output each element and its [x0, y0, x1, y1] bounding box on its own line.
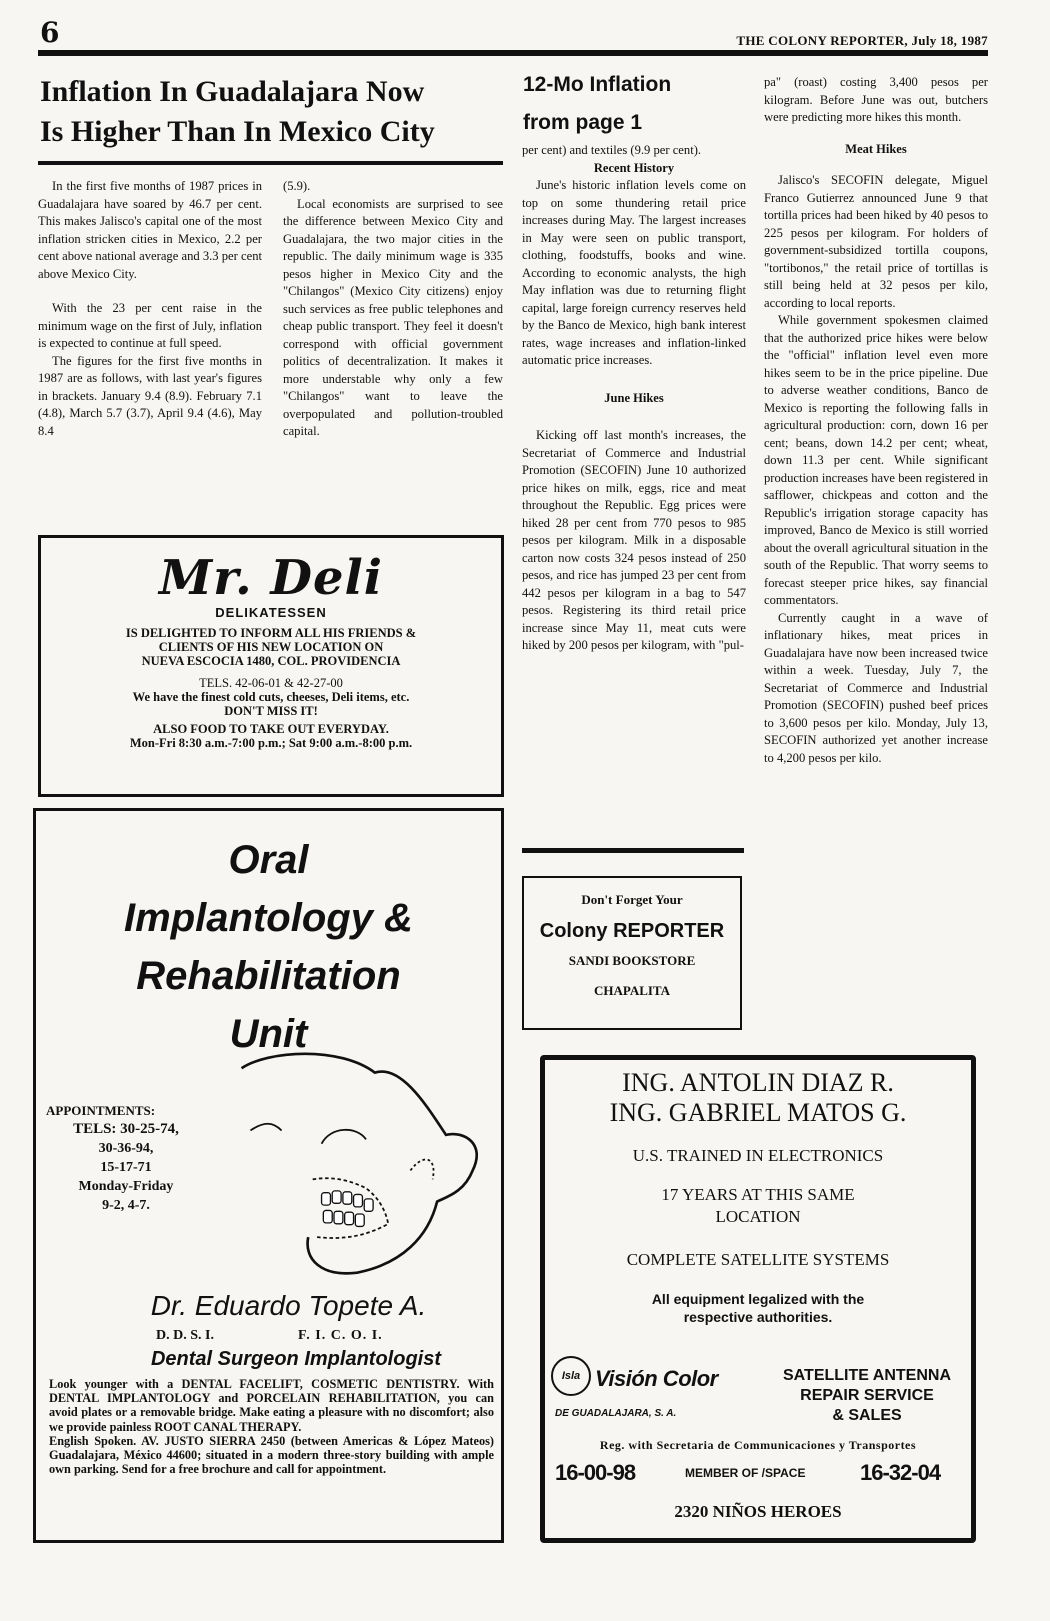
paragraph: Currently caught in a wave of inflationary hikes, meat prices in Guadalajara have now been increased twice within a week. Tuesday, July 7, the Secretariat of Commerce and Industrial Promotion (SECOFIN) pushed beef prices to 3,600 pesos per kilo. Monday, July 13, SECOFIN authorized yet another increase to 4,200 pesos per kilo. — [764, 610, 988, 765]
phone: 16-00-98 — [555, 1460, 636, 1485]
masthead: THE COLONY REPORTER, July 18, 1987 — [736, 33, 988, 48]
subheading-recent-history: Recent History — [593, 160, 675, 175]
appointments-label: APPOINTMENTS: — [46, 1103, 156, 1118]
ad-phone: TELS. 42-06-01 & 42-27-00 — [199, 676, 343, 690]
phone: 16-32-04 — [860, 1460, 941, 1485]
ad-text: NUEVA ESCOCIA 1480, COL. PROVIDENCIA — [141, 654, 401, 668]
mr-deli-tagline: DELIKATESSEN — [215, 605, 327, 620]
mr-deli-ad — [38, 535, 504, 797]
paragraph: June's historic inflation levels come on top on some thundering retail price increases during May. The largest increases in May were seen on public transport, clothing, foodstuffs, books and wine. According to economic analysts, the high May inflation was due to returning flight capital, large foreign currency reserves held by the Banco de Mexico, high bank interest rates, wage increases and inflation-linked automatic price increases. — [522, 178, 746, 367]
title-line: Unit — [229, 1012, 308, 1056]
logo-text: Visión Color — [595, 1366, 718, 1391]
paragraph: pa" (roast) costing 3,400 pesos per kilogram. Before June was out, butchers were predicting more hikes this month. — [764, 75, 988, 124]
ad-text: CHAPALITA — [593, 983, 671, 998]
dental-body — [49, 1377, 494, 1476]
header-rule — [38, 50, 988, 56]
face-illustration — [216, 1046, 516, 1286]
ad-text: COMPLETE SATELLITE SYSTEMS — [626, 1250, 890, 1269]
headline-line-1: Inflation In Guadalajara Now — [40, 75, 425, 108]
service-text: SATELLITE ANTENNA — [783, 1367, 951, 1384]
subheading-meat-hikes: Meat Hikes — [845, 141, 907, 156]
headline-rule — [38, 161, 503, 165]
member-of: MEMBER OF /SPACE — [685, 1466, 806, 1480]
paragraph: While government spokesmen claimed that the authorized price hikes were below the "official" inflation level even more hikes seem to be in the price pipeline. Due to adverse weather conditions, Banco de Mexico is reporting the following falls in agricultural production: corn, down 16 per cent; beans, down 14.2 per cent; wheat, down 11.3 per cent. While significant production increases have been registered in safflower, chickpeas and cotton and the Republic's irrigation storage capacity has improved, Banco de Mexico is still worried about the overall agricultural situation in the south of the Republic. That worry seems to forecast steeper price hikes, say financial commentators. — [764, 313, 988, 607]
phone: 15-17-71 — [100, 1160, 152, 1175]
colony-reporter-ad — [522, 876, 742, 1030]
ad-text: IS DELIGHTED TO INFORM ALL HIS FRIENDS & — [125, 626, 417, 640]
satellite-ad — [540, 1055, 976, 1543]
ad-text: 17 YEARS AT THIS SAME LOCATION — [661, 1185, 855, 1226]
logo-badge-icon: Isla — [551, 1356, 591, 1396]
engineer-name: ING. GABRIEL MATOS G. — [609, 1098, 907, 1127]
phone: 30-36-94, — [98, 1141, 154, 1156]
office-hours: 9-2, 4-7. — [102, 1198, 150, 1213]
ad-text: We have the finest cold cuts, cheeses, Deli items, etc. — [132, 690, 410, 704]
ad-text: ALSO FOOD TO TAKE OUT EVERYDAY. — [153, 722, 389, 736]
ad-text: Don't Forget Your — [581, 892, 683, 907]
credential-1: D. D. S. I. — [156, 1328, 214, 1343]
mr-deli-logo: Mr. Deli — [158, 550, 384, 606]
ad-text: DON'T MISS IT! — [224, 704, 318, 718]
title-line: Rehabilitation — [136, 954, 401, 998]
paragraph: Local economists are surprised to see the difference between Mexico City and Guadalajara, the two major cities in the republic. The daily minimum wage is 335 pesos higher in Mexico City and the "Chilangos" (Mexico City citizens) enjoy such services as free public telephones and cheap public transport. They feel it doesn't correspond with official government politics of decentralization. It makes it more understable why only a few "Chilangos" want to leave the overpopulated and pollution-troubled capital. — [283, 196, 503, 438]
logo-subtext: DE GUADALAJARA, S. A. — [555, 1408, 677, 1419]
article1-col1 — [38, 178, 262, 440]
paragraph: The figures for the first five months in 1987 are as follows, with last year's figures in brackets. January 9.4 (8.9). February 7.1 (4.8), March 5.7 (3.7), April 9.4 (4.6), May 8.4 — [38, 353, 262, 438]
title-line: Oral — [228, 838, 309, 882]
doctor-name: Dr. Eduardo Topete A. — [150, 1290, 427, 1321]
registration: Reg. with Secretaria de Communicaciones y Transportes — [599, 1438, 917, 1452]
ad-hours: Mon-Fri 8:30 a.m.-7:00 p.m.; Sat 9:00 a.m.-8:00 p.m. — [129, 736, 413, 750]
appointments-block — [46, 1101, 206, 1215]
page-number: 6 — [40, 16, 60, 49]
article2-col3 — [522, 142, 746, 655]
ad-text: U.S. TRAINED IN ELECTRONICS — [632, 1146, 884, 1165]
engineer-name: ING. ANTOLIN DIAZ R. — [622, 1068, 894, 1097]
continued-headline-1: 12-Mo Inflation — [523, 73, 672, 96]
paragraph: Jalisco's SECOFIN delegate, Miguel Franco Gutierrez announced June 9 that tortilla prices had been hiked by 40 pesos to 225 pesos per kilogram. For holders of government-subsidized tortilla coupons, "tortibonos," the retail price of tortillas is still being held at 32 pesos per kilo, according to local reports. — [764, 173, 988, 310]
services — [767, 1366, 967, 1426]
paragraph: In the first five months of 1987 prices in Guadalajara have soared by 46.7 per cent. This makes Jalisco's capital one of the most inflation stricken cities in Mexico, 2.2 per cent above national average and 3.3 per cent above Mexico City. — [38, 179, 262, 281]
office-days: Monday-Friday — [78, 1179, 174, 1194]
paragraph: per cent) and textiles (9.9 per cent). — [522, 143, 702, 157]
ad-text: Look younger with a DENTAL FACELIFT, COSMETIC DENTISTRY. With DENTAL IMPLANTOLOGY and PORCELAIN REHABILITATION, you can avoid plates or a removable bridge. Make eating a pleasure with no discomfort; also we provide painless ROOT CANAL THERAPY. — [49, 1377, 494, 1434]
continued-headline-2: from page 1 — [523, 111, 643, 134]
ad-text: SANDI BOOKSTORE — [568, 953, 696, 968]
title-line: Implantology & — [124, 896, 413, 940]
ad-logo-text: Colony REPORTER — [539, 920, 725, 942]
column-end-rule — [522, 848, 744, 853]
address: 2320 NIÑOS HEROES — [674, 1502, 842, 1521]
paragraph: Kicking off last month's increases, the Secretariat of Commerce and Industrial Promotion (SECOFIN) June 10 authorized price hikes on milk, eggs, rice and meat throughout the Republic. Egg prices were hiked 28 per cent from 770 pesos to 985 pesos per kilogram. Milk in a disposable carton now costs 324 pesos instead of 250 pesos, and rice has jumped 23 per cent from 442 pesos per kilogram in a bag to 547 pesos. Registering its third retail price increase since May 11, meat cuts were hiked by 200 pesos per kilogram, with "pul- — [522, 428, 746, 652]
specialty: Dental Surgeon Implantologist — [150, 1348, 441, 1370]
headline-line-2: Is Higher Than In Mexico City — [40, 115, 435, 148]
article1-col2 — [283, 178, 503, 441]
vision-color-logo — [551, 1356, 751, 1430]
headline — [40, 72, 435, 152]
article2-col4 — [764, 74, 988, 767]
paragraph: (5.9). — [283, 179, 311, 193]
phone: TELS: 30-25-74, — [73, 1121, 179, 1137]
ad-text: English Spoken. AV. JUSTO SIERRA 2450 (between Americas & López Mateos) Guadalajara, México 44600; situated in a modern three-story building with ample own parking. Send for a free brochure and call for appointment. — [49, 1433, 494, 1477]
ad-text: CLIENTS OF HIS NEW LOCATION ON — [158, 640, 384, 654]
dental-title — [36, 831, 501, 1063]
dental-ad — [33, 808, 504, 1543]
paragraph: With the 23 per cent raise in the minimum wage on the first of July, inflation is expected to continue at full speed. — [38, 301, 262, 350]
credential-2: F. I. C. O. I. — [298, 1328, 383, 1343]
ad-text: All equipment legalized with the respective authorities. — [651, 1291, 865, 1325]
service-text: REPAIR SERVICE — [800, 1387, 934, 1404]
service-text: & SALES — [832, 1407, 902, 1424]
subheading-june-hikes: June Hikes — [604, 390, 664, 405]
